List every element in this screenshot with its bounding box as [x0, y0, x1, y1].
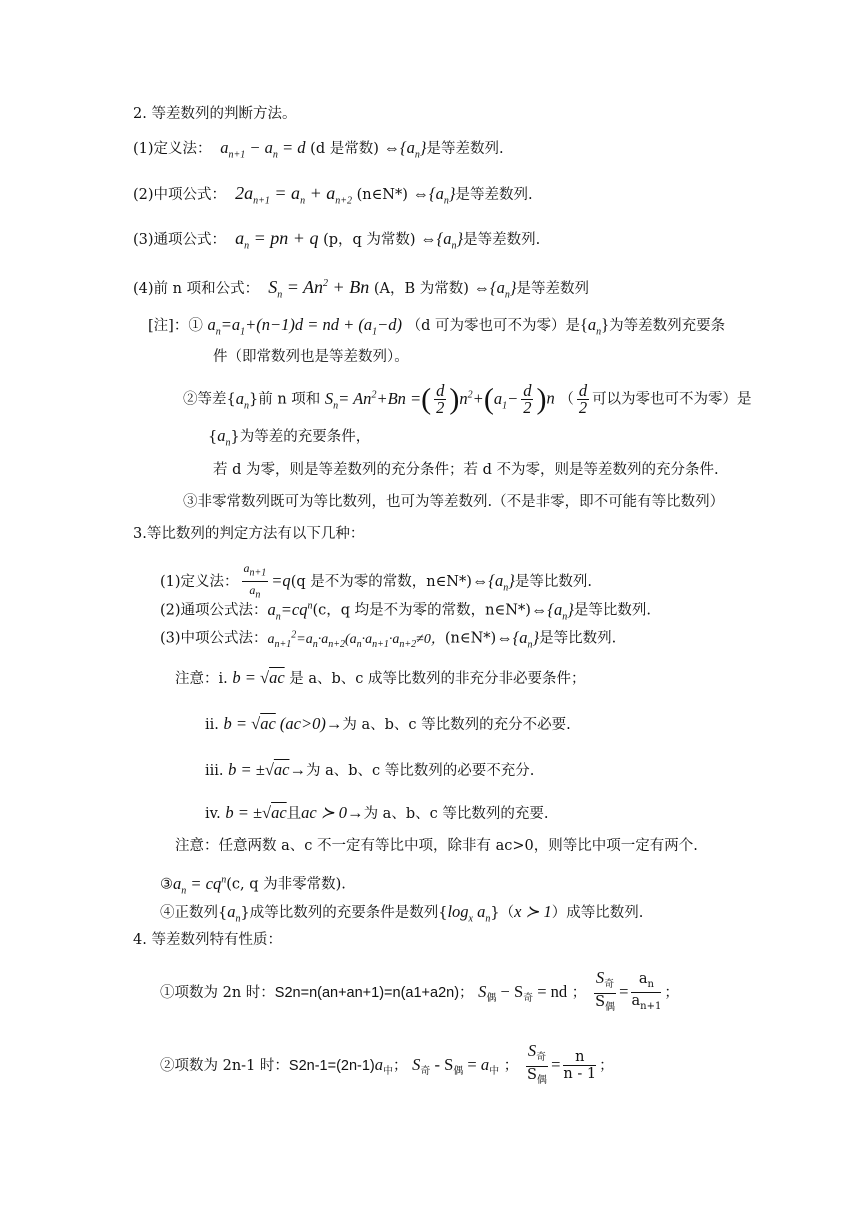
s3-note-4: ④正数列$\{a_n\}$成等比数列的充要条件是数列{$\log_x$ $a_n\}(x$ ≻ 1）成等比数列. [160, 902, 644, 925]
s2-note-2: ②等差$\{a_n\}$前 n 项和 $S_n= An^2+Bn$ =( $\frac{d}{2}$ )$n^2+(a_1-$ $\frac{d}{2}$ )n （ $\frac{d}{2}$ 可以为零也可不为零）是 [183, 381, 752, 417]
s2-l4-cond: (A，B 为常数) [373, 281, 469, 297]
s3-note-3: $③a_n = cq^n(c$, q 为非零常数). [160, 873, 346, 896]
s2-l2-formula: $2a_{n+1} = a_n + a_{n+2}$ [230, 183, 352, 207]
s3-note-2: 注意：任意两数 a、c 不一定有等比中项，除非有 ac>0，则等比中项一定有两个. [175, 838, 698, 854]
s4-ratio-1: $\frac{S_奇}{S_偶}$ [595, 968, 615, 1013]
s2-line-1: (1)定义法： $a_{n+1} - a_n = d$ (d 是常数) $\Leftrightarrow\{a_n\}$是等差数列. [133, 138, 504, 161]
s4-line-2: ②项数为 2n-1 时：$S2n-1=(2n-1)a_中$； $S_奇 - S_偶 = a_中$ ； $\frac{S_奇}{S_偶}$ = $\frac{n}{n - 1}$ ； [160, 1043, 614, 1089]
s4-ratio-2: $\frac{S_奇}{S_偶}$ [526, 1041, 547, 1086]
s2-l4-formula: $S_n = An^2 + Bn$ [263, 277, 370, 301]
s2-line-2: (2)中项公式： $2a_{n+1} = a_n + a_{n+2}$ (n∈N*) $\Leftrightarrow\{a_n\}$是等差数列. [133, 183, 533, 207]
s2-l2-tail: 是等差数列. [455, 187, 533, 203]
section-3-title: 3.等比数列的判定方法有以下几种： [133, 526, 365, 542]
s3-note-i: 注意：i. b = √ac 是 a、b、c 成等比数列的非充分非必要条件； [175, 668, 586, 687]
s2-note-1-cont: 件（即常数列也是等差数列）。 [213, 349, 409, 365]
s3-note-iv: iv. b = ±√ac且ac ≻ 0→为 a、b、c 等比数列的充要. [205, 803, 549, 822]
formula-ii: b = √ac (ac>0)→ [223, 714, 343, 733]
s4-line-1: ①项数为 2n 时：S2n=n(an+an+1)=n(a1+a2n)； $S_偶 - S_奇$ = nd ； $\frac{S_奇}{S_偶}$ = $\frac{a_n}{a_{n+1}}$ ； [160, 970, 679, 1016]
s2-l1-formula: $a_{n+1} - a_n = d$ [216, 138, 306, 161]
s2-l3-formula: $a_n$ = pn + q [230, 228, 319, 252]
s2-l4-label: (4)前 n 项和公式： [133, 281, 260, 297]
s3-note-3-formula: $a_n = cq^n$ [173, 873, 227, 896]
s2-l3-cond: (p，q 为常数) [323, 232, 416, 248]
section-2-title: 2. 等差数列的判断方法。 [133, 106, 297, 122]
section-4-title: 4. 等差数列特有性质： [133, 932, 282, 948]
s2-l1-tail: 是等差数列. [426, 141, 504, 157]
s2-l2-label: (2)中项公式： [133, 187, 227, 203]
s3-line-1: (1)定义法： $\frac{a_{n+1}}{a_n}$ =q(q 是不为零的常数，$n\in N*)\Leftrightarrow\{a_n\}$是等比数列. [160, 560, 592, 604]
formula-i: b = √ac [232, 668, 285, 687]
s3-line-2: (2)通项公式法：$a_n=cq^n(c$，q 均是不为零的常数，$n\in N*)\Leftrightarrow\{a_n\}$是等比数列. [160, 599, 651, 622]
formula-iv: b = ±√ac [225, 803, 287, 822]
s2-l1-label: (1)定义法： [133, 141, 212, 157]
s2-l3-label: (3)通项公式： [133, 232, 227, 248]
s3-line-3: (3)中项公式法：$a_{n+1}^2=a_n\cdot a_{n+2}(a_n\cdot a_{n+1}\cdot a_{n+2}\ne 0$，$(n\in N*)\Leftrightarrow\{a_n\}$是等比数列. [160, 627, 617, 650]
s2-l1-cond: (d 是常数) [310, 141, 379, 157]
s2-note-1-formula: $a_n=a_1+(n-1)d$ = nd + $(a_1-d)$ [207, 315, 402, 338]
s3-l1-fraction: $\frac{a_{n+1}}{a_n}$ [243, 561, 267, 601]
s2-line-4: (4)前 n 项和公式： $S_n = An^2 + Bn$ (A，B 为常数) $\Leftrightarrow\{a_n\}$是等差数列 [133, 277, 589, 301]
formula-iii: b = ±√ac→ [228, 760, 306, 779]
s3-note-iii: iii. b = ±√ac→为 a、b、c 等比数列的必要不充分. [205, 760, 535, 779]
s2-note-2-cont: $\{a_n\}$为等差的充要条件， [208, 426, 371, 449]
note-label: [注]：① [148, 318, 203, 334]
s2-note-2-remark: 若 d 为零，则是等差数列的充分条件；若 d 不为零，则是等差数列的充分条件. [213, 462, 719, 478]
s2-note-3: ③非零常数列既可为等比数列，也可为等差数列.（不是非零，即不可能有等比数列） [183, 494, 725, 510]
s2-l3-tail: 是等差数列. [463, 232, 541, 248]
s2-l4-tail: 是等差数列 [516, 281, 589, 297]
s4-ratio-1-rhs: $\frac{a_n}{a_{n+1}}$ [631, 970, 662, 1013]
s2-line-3: (3)通项公式： $a_n$ = pn + q (p，q 为常数) $\Leftrightarrow\{a_n\}$是等差数列. [133, 228, 541, 252]
s2-l2-cond: (n∈N*) [356, 187, 408, 203]
s2-note-2-formula: $S_n= An^2+Bn$ = [324, 388, 422, 411]
s2-note-1: [注]：① $a_n=a_1+(n-1)d$ = nd + $(a_1-d)$ （d 可为零也可不为零）是$\{a_n\}$为等差数列充要条 [148, 315, 726, 338]
s4-ratio-2-rhs: $\frac{n}{n - 1}$ [563, 1049, 597, 1083]
s3-note-ii: ii. b = √ac (ac>0)→为 a、b、c 等比数列的充分不必要. [205, 714, 571, 733]
